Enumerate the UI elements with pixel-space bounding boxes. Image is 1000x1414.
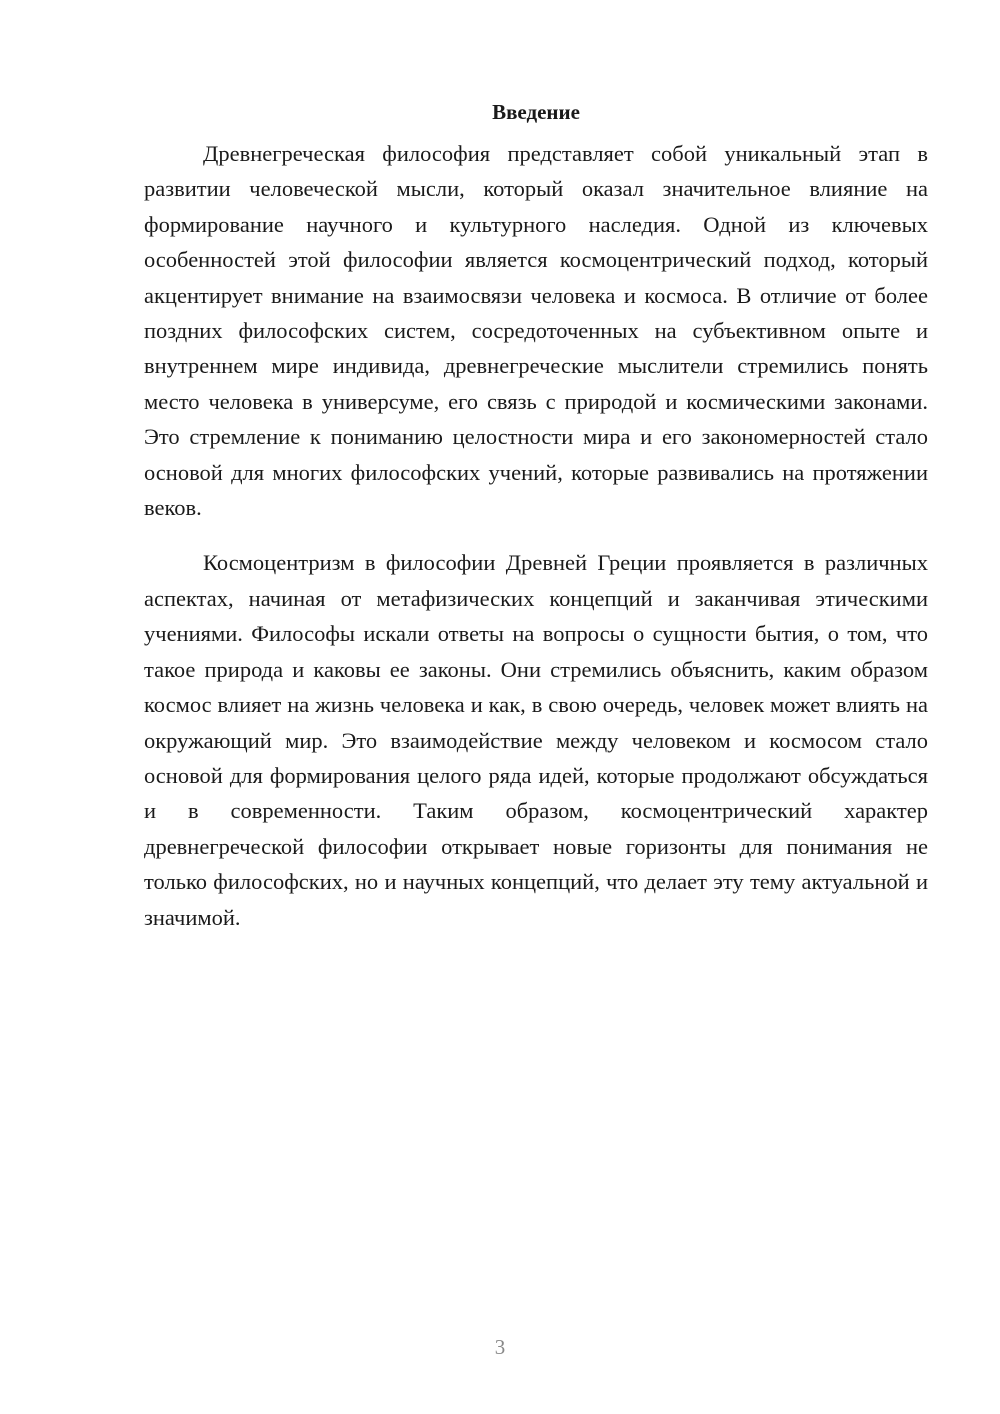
paragraph-1: Древнегреческая философия представляет собой уникальный этап в развитии человеческой мысли, который оказал значительное влияние на формирование научного и культурного наследия. Одной из ключевых особенностей этой философии является космоцентрический подход, который акцентирует внимание на взаимосвязи человека и космоса. В отличие от более поздних философских систем, сосредоточенных на субъективном опыте и внутреннем мире индивида, древнегреческие мыслители стремились понять место человека в универсуме, его связь с природой и космическими законами. Это стремление к пониманию целостности мира и его закономерностей стало основой для многих философских учений, которые развивались на протяжении веков. xyxy=(144,141,928,521)
section-heading: Введение xyxy=(492,100,580,124)
page-content xyxy=(144,98,928,935)
paragraph-2: Космоцентризм в философии Древней Греции проявляется в различных аспектах, начиная от метафизических концепций и заканчивая этическими учениями. Философы искали ответы на вопросы о сущности бытия, о том, что такое природа и каковы ее законы. Они стремились объяснить, каким образом космос влияет на жизнь человека и как, в свою очередь, человек может влиять на окружающий мир. Это взаимодействие между человеком и космосом стало основой для формирования целого ряда идей, которые продолжают обсуждаться и в современности. Таким образом, космоцентрический характер древнегреческой философии открывает новые горизонты для понимания не только философских, но и научных концепций, что делает эту тему актуальной и значимой. xyxy=(144,550,928,930)
page-number: 3 xyxy=(494,1335,506,1359)
